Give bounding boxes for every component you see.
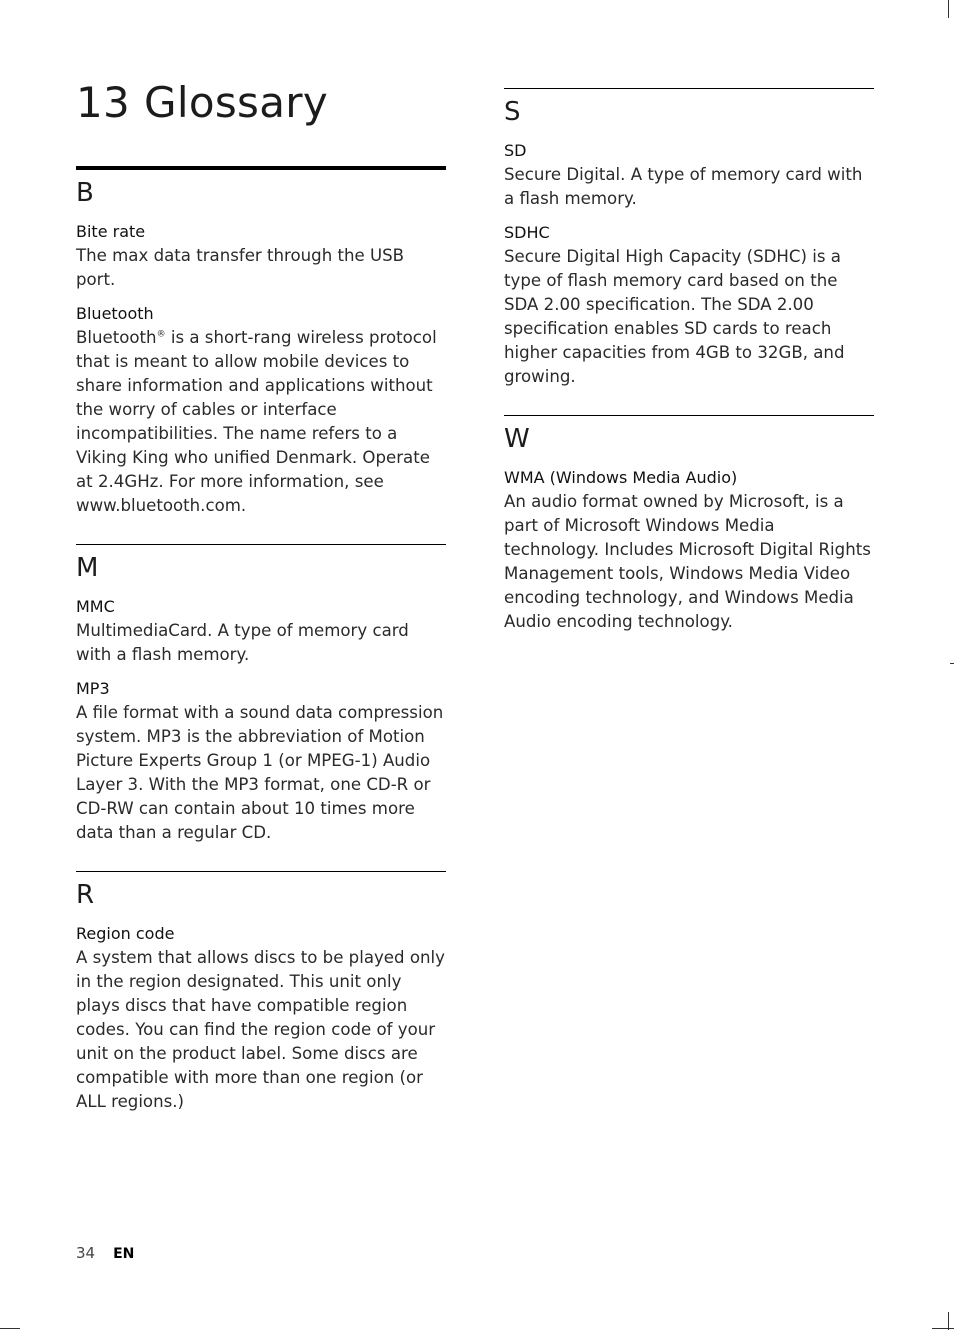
- crop-mark: [950, 663, 954, 664]
- section-letter: M: [76, 553, 99, 583]
- section-divider: [76, 544, 446, 545]
- section-divider: [76, 871, 446, 872]
- glossary-term: SD: [504, 141, 527, 160]
- section-divider: [504, 415, 874, 416]
- section-r: [76, 871, 446, 1114]
- glossary-term: Region code: [76, 924, 175, 943]
- registered-mark: ®: [156, 329, 166, 340]
- crop-mark: [932, 1328, 954, 1329]
- glossary-entry-sdhc: [504, 221, 874, 389]
- glossary-term: Bite rate: [76, 222, 146, 241]
- crop-mark: [948, 0, 949, 18]
- section-b: [76, 166, 446, 518]
- chapter-title: [76, 78, 328, 128]
- page-footer: [76, 1244, 134, 1262]
- section-m: [76, 544, 446, 845]
- chapter-title-text: Glossary: [144, 78, 328, 127]
- section-divider: [504, 88, 874, 89]
- section-letter: R: [76, 880, 95, 910]
- glossary-entry-wma: [504, 466, 874, 634]
- section-letter: S: [504, 97, 521, 127]
- glossary-definition: A system that allows discs to be played only in the region designated. This unit only plays discs that have compatible region codes. You can find the region code of your unit on the product label. Some discs are compatible with more than one region (or ALL regions.): [76, 948, 445, 1111]
- language-code: EN: [113, 1246, 135, 1262]
- glossary-entry-mmc: [76, 595, 446, 667]
- glossary-definition: [76, 326, 446, 518]
- chapter-number: 13: [76, 78, 131, 127]
- glossary-term: MP3: [76, 679, 110, 698]
- glossary-definition: Secure Digital High Capacity (SDHC) is a type of flash memory card based on the SDA 2.00 specification. The SDA 2.00 specification enables SD cards to reach higher capacities from 4GB to 32GB, and growing.: [504, 247, 845, 386]
- glossary-entry-sd: [504, 139, 874, 211]
- glossary-term: SDHC: [504, 223, 550, 242]
- glossary-entry-region-code: [76, 922, 446, 1114]
- section-divider: [76, 166, 446, 170]
- glossary-term: Bluetooth: [76, 304, 154, 323]
- glossary-definition: An audio format owned by Microsoft, is a part of Microsoft Windows Media technology. Includes Microsoft Digital Rights Management tools, Windows Media Video encoding technology, and Windows Media Audio encoding technology.: [504, 492, 871, 631]
- right-column: [504, 88, 874, 644]
- crop-mark: [948, 1312, 949, 1330]
- glossary-entry-bite-rate: [76, 220, 446, 292]
- left-column: [76, 166, 446, 1124]
- page-number: 34: [76, 1244, 96, 1262]
- glossary-entry-mp3: [76, 677, 446, 845]
- glossary-term: MMC: [76, 597, 115, 616]
- section-letter: W: [504, 424, 530, 454]
- section-s: [504, 88, 874, 389]
- crop-mark: [0, 1328, 20, 1329]
- definition-text: is a short-rang wireless protocol that is meant to allow mobile devices to share information and applications without the worry of cables or interface incompatibilities. The name refers to a Viking King who unified Denmark. Operate at 2.4GHz. For more information, see www.bluetooth.com.: [76, 328, 437, 515]
- definition-prefix: Bluetooth: [76, 328, 157, 347]
- section-letter: B: [76, 178, 94, 208]
- glossary-definition: Secure Digital. A type of memory card with a flash memory.: [504, 165, 863, 208]
- section-w: [504, 415, 874, 634]
- glossary-entry-bluetooth: [76, 302, 446, 518]
- glossary-term: WMA (Windows Media Audio): [504, 468, 738, 487]
- glossary-definition: A file format with a sound data compression system. MP3 is the abbreviation of Motion Picture Experts Group 1 (or MPEG-1) Audio Layer 3. With the MP3 format, one CD-R or CD-RW can contain about 10 times more data than a regular CD.: [76, 703, 444, 842]
- glossary-definition: MultimediaCard. A type of memory card with a flash memory.: [76, 621, 409, 664]
- glossary-definition: The max data transfer through the USB port.: [76, 246, 405, 289]
